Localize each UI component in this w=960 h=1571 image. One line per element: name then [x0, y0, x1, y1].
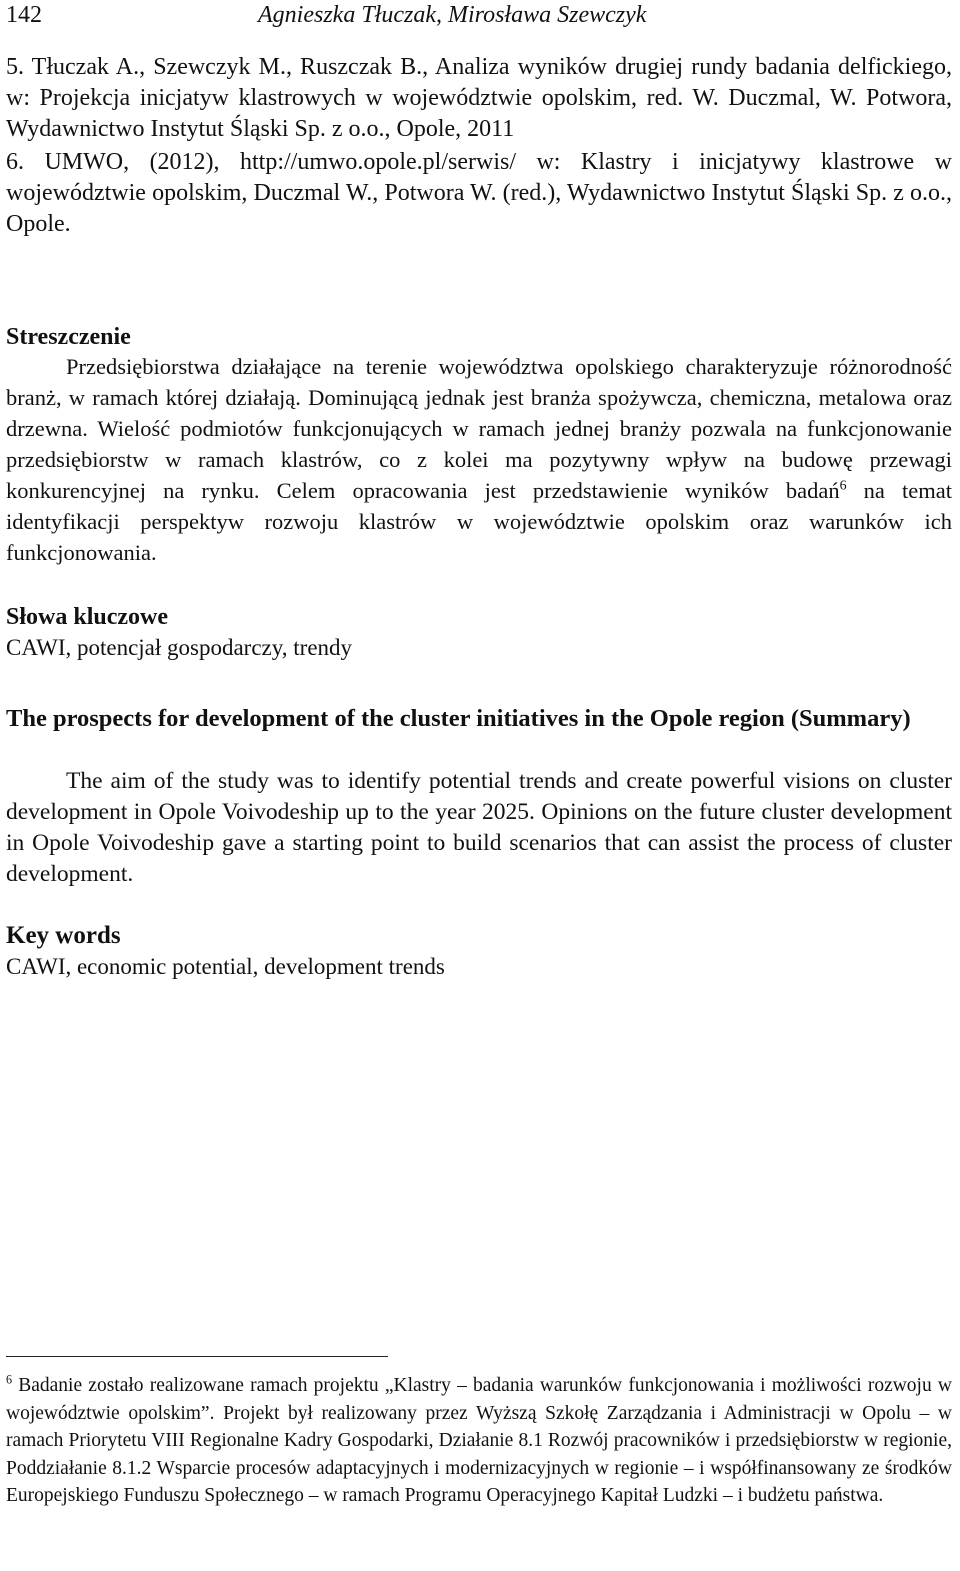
page-number: 142: [6, 2, 42, 28]
keywords-text: CAWI, potencjał gospodarczy, trendy: [6, 635, 353, 660]
abstract-heading: Streszczenie: [6, 324, 131, 350]
reference-item: 6. UMWO, (2012), http://umwo.opole.pl/serwis/ w: Klastry i inicjatywy klastrowe w województwie opolskim, Duczmal W., Potwora W. (red.), Wydawnictwo Instytut Śląski Sp. z o.o., Opole.: [6, 149, 952, 237]
keywords-heading-en: Key words: [6, 922, 121, 949]
footnote: [6, 1372, 952, 1510]
abstract-polish: [6, 324, 952, 568]
page-header: [6, 2, 952, 34]
reference-item: 5. Tłuczak A., Szewczyk M., Ruszczak B., Analiza wyników drugiej rundy badania delfickiego, w: Projekcja inicjatyw klastrowych w województwie opolskim, red. W. Duczmal, W. Potwora, Wydawnictwo Instytut Śląski Sp. z o.o., Opole, 2011: [6, 54, 952, 142]
reference-list: [6, 52, 952, 242]
abstract-text: [6, 351, 952, 568]
keywords-text-en: CAWI, economic potential, development trends: [6, 954, 445, 979]
english-title: The prospects for development of the cluster initiatives in the Opole region (Summary): [6, 705, 911, 732]
footnote-text: Badanie zostało realizowane ramach projektu „Klastry – badania warunków funkcjonowania i możliwości rozwoju w województwie opolskim”. Projekt był realizowany przez Wyższą Szkołę Zarządzania i Administracji w Opolu – w ramach Priorytetu VIII Regionalne Kadry Gospodarki, Działanie 8.1 Rozwój pracowników i przedsiębiorstw w regionie, Poddziałanie 8.1.2 Wsparcie procesów adaptacyjnych i modernizacyjnych w regionie – i współfinansowany ze środków Europejskiego Funduszu Społecznego – w ramach Programu Operacyjnego Kapitał Ludzki – i budżetu państwa.: [6, 1375, 952, 1507]
summary-english: [6, 766, 952, 890]
footnote-separator: [6, 1356, 388, 1357]
footnote-number: 6: [6, 1372, 13, 1387]
keywords-english: [6, 922, 952, 980]
keywords-heading: Słowa kluczowe: [6, 604, 168, 630]
abstract-text-part-2: na temat identyfikacji perspektyw rozwoju klastrów w województwie opolskim oraz warunków ich funkcjonowania.: [6, 478, 952, 565]
abstract-text-part-1: Przedsiębiorstwa działające na terenie województwa opolskiego charakteryzuje różnorodność branż, w ramach której działają. Dominującą jednak jest branża spożywcza, chemiczna, metalowa oraz drzewna. Wielość podmiotów funkcjonujących w ramach jednej branży pozwala na funkcjonowanie przedsiębiorstw w ramach klastrów, co z kolei ma pozytywny wpływ na budowę przewagi konkurencyjnej na rynku. Celem opracowania jest przedstawienie wyników badań: [6, 354, 952, 503]
running-head-authors: Agnieszka Tłuczak, Mirosława Szewczyk: [258, 2, 647, 28]
summary-text: The aim of the study was to identify potential trends and create powerful visions on cluster development in Opole Voivodeship up to the year 2025. Opinions on the future cluster development in Opole Voivodeship gave a starting point to build scenarios that can assist the process of cluster development.: [6, 768, 952, 887]
footnote-reference[interactable]: 6: [839, 478, 847, 494]
keywords-polish: [6, 604, 952, 661]
